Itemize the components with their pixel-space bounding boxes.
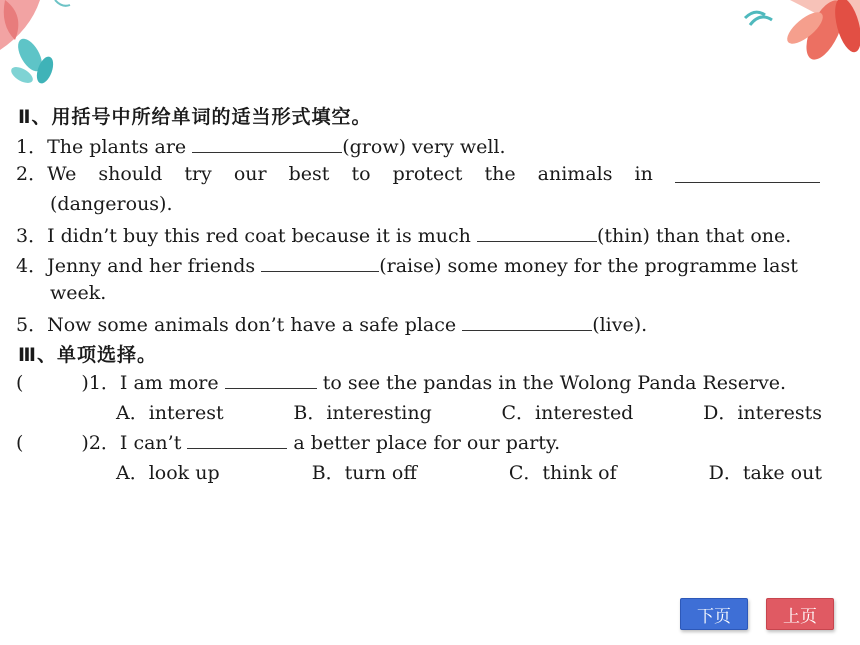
answer-blank <box>192 132 342 153</box>
answer-blank <box>187 428 287 449</box>
option-b: B．turn off <box>311 462 417 484</box>
question-1-text: 1．The plants are <box>16 136 193 158</box>
word: our <box>233 163 267 185</box>
mc-question-1-text: )1．I am more <box>81 372 225 394</box>
word: should <box>98 163 163 185</box>
mc-question-2-rest: a better place for our party. <box>287 432 561 454</box>
option-d: D．interests <box>703 402 822 424</box>
answer-blank <box>477 221 597 242</box>
option-a: A．interest <box>116 402 224 424</box>
mc-question-1-options <box>116 398 822 425</box>
mc-question-2-options <box>116 458 822 485</box>
word: protect <box>392 163 463 185</box>
option-d: D．take out <box>708 462 822 484</box>
question-4-hint: (raise) some money for the programme last <box>379 255 798 277</box>
mc-question-1 <box>16 368 786 395</box>
floral-decoration-left-icon <box>0 0 80 95</box>
option-c: C．think of <box>508 462 617 484</box>
question-3-text: 3．I didn’t buy this red coat because it is much <box>16 225 477 247</box>
answer-paren-open: ( <box>16 432 24 454</box>
next-page-button[interactable]: 下页 <box>680 598 748 630</box>
question-5-hint: (live). <box>592 314 648 336</box>
answer-blank <box>261 251 379 272</box>
question-3 <box>16 221 791 248</box>
word: in <box>634 163 653 185</box>
question-2-hint: (dangerous). <box>50 193 173 215</box>
word: best <box>288 163 330 185</box>
word: the <box>484 163 516 185</box>
option-a: A．look up <box>116 462 220 484</box>
mc-question-2-text: )2．I can’t <box>81 432 188 454</box>
prev-page-button[interactable]: 上页 <box>766 598 834 630</box>
option-c: C．interested <box>501 402 634 424</box>
word: try <box>184 163 212 185</box>
answer-blank <box>462 310 592 331</box>
question-4-text: 4．Jenny and her friends <box>16 255 262 277</box>
mc-question-2 <box>16 428 560 455</box>
question-4-continuation: week. <box>50 282 107 304</box>
mc-question-1-rest: to see the pandas in the Wolong Panda Reserve. <box>316 372 787 394</box>
floral-decoration-right-icon <box>730 0 860 75</box>
question-5-text: 5．Now some animals don’t have a safe place <box>16 314 463 336</box>
question-5 <box>16 310 647 337</box>
question-2 <box>16 162 820 186</box>
section-3-title: Ⅲ、单项选择。 <box>18 344 157 366</box>
answer-paren-open: ( <box>16 372 24 394</box>
question-3-hint: (thin) than that one. <box>596 225 792 247</box>
word: to <box>351 163 371 185</box>
answer-blank <box>675 162 820 183</box>
word: 2．We <box>16 163 77 185</box>
option-b: B．interesting <box>293 402 432 424</box>
question-1 <box>16 132 506 159</box>
question-4 <box>16 251 798 278</box>
word: animals <box>537 163 613 185</box>
section-2-title: Ⅱ、用括号中所给单词的适当形式填空。 <box>18 106 372 128</box>
question-1-hint: (grow) very well. <box>342 136 506 158</box>
answer-blank <box>225 368 317 389</box>
